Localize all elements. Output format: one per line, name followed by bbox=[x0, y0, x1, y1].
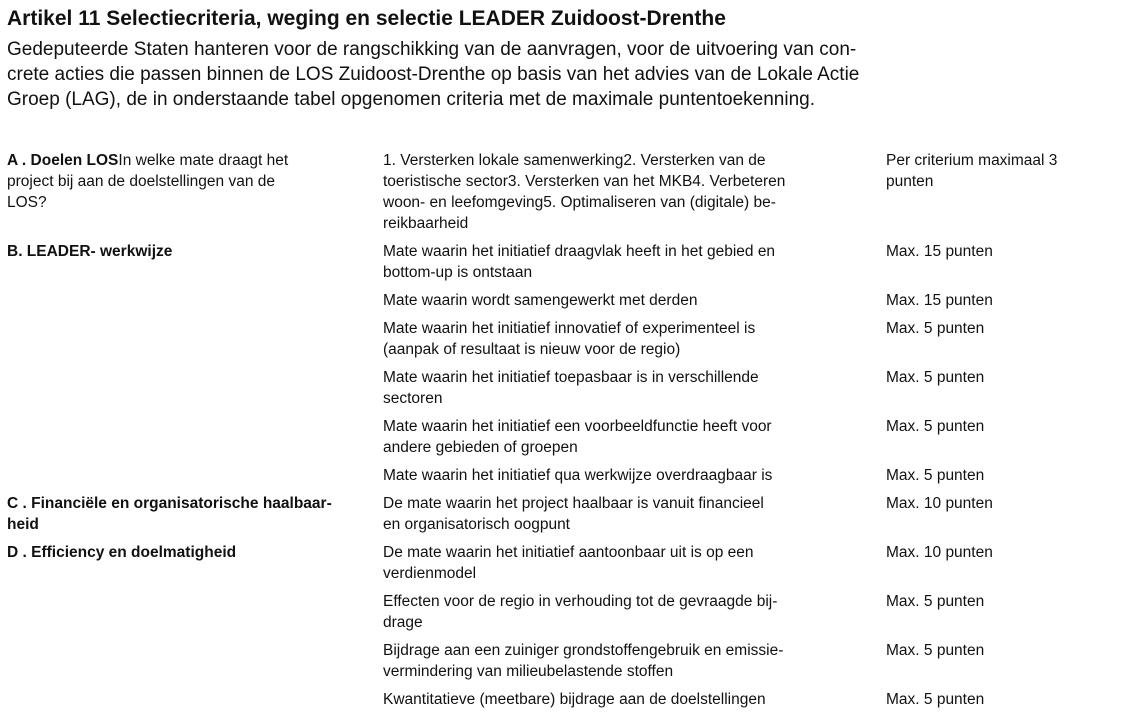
criterion-cell bbox=[380, 241, 883, 290]
intro-line: Groep (LAG), de in onderstaande tabel opgenomen criteria met de maximale puntentoekenning. bbox=[7, 89, 815, 110]
criterion-line: en organisatorisch oogpunt bbox=[383, 516, 570, 533]
criterion-line: bottom-up is ontstaan bbox=[383, 264, 533, 281]
criterion-cell bbox=[380, 416, 883, 465]
criterion-cell bbox=[380, 367, 883, 416]
table-row bbox=[4, 367, 1120, 416]
points-line: Per criterium maximaal 3 bbox=[886, 152, 1058, 169]
table-row bbox=[4, 542, 1120, 591]
criterion-line: Bijdrage aan een zuiniger grondstoffengebruik en emissie- bbox=[383, 642, 784, 659]
criterion-cell bbox=[380, 150, 883, 241]
category-cell bbox=[4, 367, 380, 416]
intro-paragraph bbox=[7, 37, 1119, 112]
table-row bbox=[4, 416, 1120, 465]
points-cell: Max. 5 punten bbox=[886, 320, 985, 337]
criterion-line: 1. Versterken lokale samenwerking2. Versterken van de bbox=[383, 152, 766, 169]
table-row bbox=[4, 493, 1120, 542]
points-cell: Max. 5 punten bbox=[886, 642, 985, 659]
category-cell bbox=[4, 318, 380, 367]
points-cell: Max. 5 punten bbox=[886, 467, 985, 484]
category-b-label: B. LEADER- werkwijze bbox=[7, 243, 173, 260]
criterion-line: De mate waarin het initiatief aantoonbaar uit is op een bbox=[383, 544, 754, 561]
criterion-line: woon- en leefomgeving5. Optimaliseren van (digitale) be- bbox=[383, 194, 776, 211]
category-cell bbox=[4, 290, 380, 318]
criterion-line: verdienmodel bbox=[383, 565, 477, 582]
points-cell: Max. 5 punten bbox=[886, 593, 985, 610]
criterion-line: toeristische sector3. Versterken van het MKB4. Verbeteren bbox=[383, 173, 786, 190]
category-a-question-line: project bij aan de doelstellingen van de bbox=[7, 173, 275, 190]
criterion-cell bbox=[380, 542, 883, 591]
points-line: punten bbox=[886, 173, 934, 190]
category-cell bbox=[4, 493, 380, 542]
criteria-table bbox=[4, 150, 1120, 717]
criterion-cell bbox=[380, 591, 883, 640]
table-row bbox=[4, 241, 1120, 290]
category-cell bbox=[4, 640, 380, 689]
criterion-cell bbox=[380, 465, 883, 493]
category-a-question: In welke mate draagt het bbox=[118, 152, 289, 169]
criterion-line: Mate waarin het initiatief een voorbeeldfunctie heeft voor bbox=[383, 418, 772, 435]
criterion-cell bbox=[380, 290, 883, 318]
category-cell bbox=[4, 542, 380, 591]
table-row bbox=[4, 465, 1120, 493]
points-cell: Max. 15 punten bbox=[886, 243, 993, 260]
intro-line: crete acties die passen binnen de LOS Zuidoost-Drenthe op basis van het advies van de Lokale Actie bbox=[7, 64, 860, 85]
points-cell: Max. 10 punten bbox=[886, 495, 993, 512]
criterion-line: (aanpak of resultaat is nieuw voor de regio) bbox=[383, 341, 681, 358]
points-cell: Max. 5 punten bbox=[886, 369, 985, 386]
criterion-line: Mate waarin het initiatief toepasbaar is in verschillende bbox=[383, 369, 759, 386]
category-cell bbox=[4, 465, 380, 493]
category-c-label: C . Financiële en organisatorische haalbaar- bbox=[7, 495, 332, 512]
category-cell bbox=[4, 150, 380, 241]
criterion-line: Mate waarin het initiatief qua werkwijze overdraagbaar is bbox=[383, 467, 773, 484]
table-row bbox=[4, 591, 1120, 640]
criterion-cell bbox=[380, 493, 883, 542]
criterion-line: Mate waarin het initiatief draagvlak heeft in het gebied en bbox=[383, 243, 776, 260]
criterion-line: Effecten voor de regio in verhouding tot de gevraagde bij- bbox=[383, 593, 778, 610]
category-cell bbox=[4, 241, 380, 290]
category-a-question-line: LOS? bbox=[7, 194, 47, 211]
category-a-label: A . Doelen LOS bbox=[7, 152, 119, 169]
category-c-label-line: heid bbox=[7, 516, 39, 533]
points-cell: Max. 5 punten bbox=[886, 418, 985, 435]
criterion-line: drage bbox=[383, 614, 423, 631]
intro-line: Gedeputeerde Staten hanteren voor de rangschikking van de aanvragen, voor de uitvoering van con- bbox=[7, 39, 857, 60]
criterion-line: vermindering van milieubelastende stoffen bbox=[383, 663, 674, 680]
points-cell bbox=[883, 150, 1120, 241]
criterion-line: reikbaarheid bbox=[383, 215, 469, 232]
table-row bbox=[4, 318, 1120, 367]
criterion-line: sectoren bbox=[383, 390, 443, 407]
criterion-cell bbox=[380, 318, 883, 367]
table-row bbox=[4, 640, 1120, 689]
article-title: Artikel 11 Selectiecriteria, weging en selectie LEADER Zuidoost-Drenthe bbox=[7, 7, 726, 30]
criterion-line: Kwantitatieve (meetbare) bijdrage aan de doelstellingen bbox=[383, 691, 766, 708]
category-cell bbox=[4, 591, 380, 640]
category-cell bbox=[4, 416, 380, 465]
points-cell: Max. 10 punten bbox=[886, 544, 993, 561]
criterion-cell bbox=[380, 640, 883, 689]
criterion-line: De mate waarin het project haalbaar is vanuit financieel bbox=[383, 495, 764, 512]
criterion-line: andere gebieden of groepen bbox=[383, 439, 578, 456]
table-row bbox=[4, 150, 1120, 241]
category-d-label: D . Efficiency en doelmatigheid bbox=[7, 544, 237, 561]
points-cell: Max. 5 punten bbox=[886, 691, 985, 708]
criterion-line: Mate waarin wordt samengewerkt met derden bbox=[383, 292, 698, 309]
table-row bbox=[4, 290, 1120, 318]
points-cell: Max. 15 punten bbox=[886, 292, 993, 309]
criterion-line: Mate waarin het initiatief innovatief of experimenteel is bbox=[383, 320, 756, 337]
